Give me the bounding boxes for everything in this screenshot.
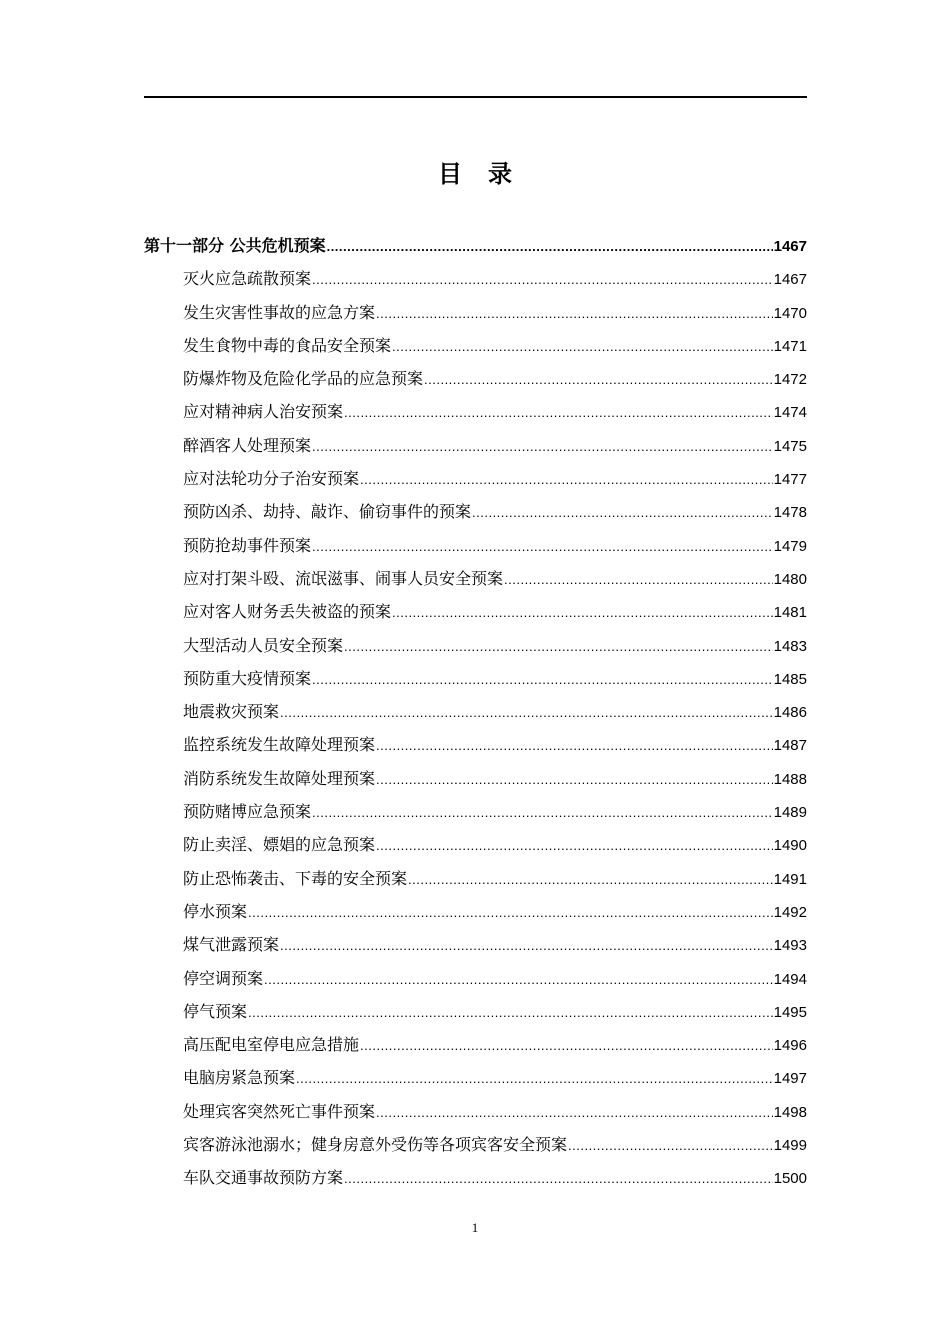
dot-leader [280, 696, 773, 728]
dot-leader [248, 896, 773, 928]
toc-entry-page: 1481 [773, 604, 807, 622]
toc-entry[interactable] [144, 562, 807, 595]
toc-entry-label: 预防赌博应急预案 [183, 802, 312, 822]
toc-entry-page: 1471 [773, 337, 807, 355]
toc-entry-label: 停空调预案 [183, 968, 264, 988]
toc-entry-page: 1478 [773, 504, 807, 522]
toc-entry[interactable] [144, 296, 807, 329]
page-number: 1 [471, 1220, 479, 1235]
toc-entry-page: 1477 [773, 471, 807, 489]
dot-leader [392, 596, 773, 628]
toc-entry[interactable] [144, 995, 807, 1028]
dot-leader [376, 763, 773, 795]
toc-entry-page: 1500 [773, 1170, 807, 1188]
toc-entry-page: 1467 [773, 271, 807, 289]
toc-entry-label: 发生灾害性事故的应急方案 [183, 302, 376, 322]
toc-entry-label: 醉酒客人处理预案 [183, 435, 312, 455]
toc-entry[interactable] [144, 595, 807, 628]
toc-entry-page: 1485 [773, 670, 807, 688]
dot-leader [376, 829, 773, 861]
toc-entry-page: 1480 [773, 570, 807, 588]
toc-entry-label: 灭火应急疏散预案 [183, 269, 312, 289]
dot-leader [312, 430, 773, 462]
toc-entry-label: 监控系统发生故障处理预案 [183, 735, 376, 755]
toc-entry[interactable] [144, 329, 807, 362]
toc-entry[interactable] [144, 462, 807, 495]
toc-entry-label: 大型活动人员安全预案 [183, 635, 344, 655]
toc-entry-label: 消防系统发生故障处理预案 [183, 768, 376, 788]
toc-entry[interactable] [144, 728, 807, 761]
dot-leader [264, 963, 773, 995]
toc-entry-page: 1489 [773, 804, 807, 822]
toc-entry-page: 1496 [773, 1037, 807, 1055]
toc-entry-label: 煤气泄露预案 [183, 935, 280, 955]
dot-leader [360, 1029, 773, 1061]
toc-entry[interactable] [144, 895, 807, 928]
toc-entry-page: 1487 [773, 737, 807, 755]
toc-entry-label: 停气预案 [183, 1001, 248, 1021]
toc-entry[interactable] [144, 1028, 807, 1061]
page-title [0, 156, 950, 192]
toc-entry-page: 1493 [773, 937, 807, 955]
toc-entry-page: 1499 [773, 1137, 807, 1155]
toc-entry[interactable] [144, 928, 807, 961]
title-char-1: 目 [438, 159, 462, 188]
toc-entry-label: 电脑房紧急预案 [183, 1068, 296, 1088]
toc-entry-label: 预防重大疫情预案 [183, 668, 312, 688]
toc-entry-page: 1488 [773, 770, 807, 788]
toc-entry[interactable] [144, 795, 807, 828]
toc-entry-label: 高压配电室停电应急措施 [183, 1035, 360, 1055]
toc-entry-page: 1494 [773, 970, 807, 988]
toc-entry-label: 防止恐怖袭击、下毒的安全预案 [183, 868, 408, 888]
toc-entry-label: 应对打架斗殴、流氓滋事、闹事人员安全预案 [183, 568, 504, 588]
toc-entry-label: 地震救灾预案 [183, 702, 280, 722]
dot-leader [424, 363, 773, 395]
toc-entry-list [144, 262, 807, 1194]
toc-entry-page: 1492 [773, 903, 807, 921]
dot-leader [248, 996, 773, 1028]
dot-leader [312, 530, 773, 562]
toc-entry[interactable] [144, 1161, 807, 1194]
toc-entry-page: 1479 [773, 537, 807, 555]
toc-entry[interactable] [144, 429, 807, 462]
toc-entry-page: 1472 [773, 371, 807, 389]
toc-entry-page: 1497 [773, 1070, 807, 1088]
toc-entry-label: 应对客人财务丢失被盗的预案 [183, 602, 392, 622]
dot-leader [392, 330, 773, 362]
dot-leader [280, 929, 773, 961]
toc-entry[interactable] [144, 862, 807, 895]
toc-entry-label: 发生食物中毒的食品安全预案 [183, 335, 392, 355]
toc-entry[interactable] [144, 1061, 807, 1094]
toc-part-label: 第十一部分 公共危机预案 [144, 236, 326, 255]
toc-entry[interactable] [144, 262, 807, 295]
toc-entry[interactable] [144, 1128, 807, 1161]
toc-entry[interactable] [144, 828, 807, 861]
toc-entry-page: 1498 [773, 1103, 807, 1121]
dot-leader [504, 563, 773, 595]
dot-leader [376, 729, 773, 761]
dot-leader [312, 263, 773, 295]
toc-entry-label: 宾客游泳池溺水；健身房意外受伤等各项宾客安全预案 [183, 1135, 568, 1155]
toc-entry[interactable] [144, 1095, 807, 1128]
dot-leader [344, 396, 773, 428]
toc-entry-page: 1475 [773, 437, 807, 455]
toc-entry[interactable] [144, 495, 807, 528]
toc-entry[interactable] [144, 629, 807, 662]
dot-leader [312, 663, 773, 695]
title-char-2: 录 [488, 159, 512, 188]
dot-leader [472, 496, 773, 528]
toc-entry-label: 应对法轮功分子治安预案 [183, 469, 360, 489]
dot-leader [376, 297, 773, 329]
toc-entry-page: 1470 [773, 304, 807, 322]
toc-entry[interactable] [144, 762, 807, 795]
toc-entry-label: 防止卖淫、嫖娼的应急预案 [183, 835, 376, 855]
dot-leader [344, 1162, 773, 1194]
dot-leader [568, 1129, 773, 1161]
table-of-contents [144, 229, 807, 1195]
dot-leader [296, 1062, 773, 1094]
toc-entry-label: 预防凶杀、劫持、敲诈、偷窃事件的预案 [183, 502, 472, 522]
toc-entry-page: 1486 [773, 704, 807, 722]
toc-entry[interactable] [144, 529, 807, 562]
toc-entry[interactable] [144, 662, 807, 695]
dot-leader [327, 230, 773, 262]
toc-entry[interactable] [144, 695, 807, 728]
toc-entry-label: 停水预案 [183, 901, 248, 921]
dot-leader [344, 630, 773, 662]
header-rule [144, 96, 807, 98]
dot-leader [376, 1096, 773, 1128]
toc-entry-label: 处理宾客突然死亡事件预案 [183, 1101, 376, 1121]
toc-part-page: 1467 [773, 238, 807, 255]
toc-entry-label: 防爆炸物及危险化学品的应急预案 [183, 369, 424, 389]
toc-entry[interactable] [144, 362, 807, 395]
toc-entry-label: 车队交通事故预防方案 [183, 1168, 344, 1188]
dot-leader [312, 796, 773, 828]
toc-entry-label: 应对精神病人治安预案 [183, 402, 344, 422]
toc-entry-label: 预防抢劫事件预案 [183, 535, 312, 555]
toc-entry-page: 1491 [773, 870, 807, 888]
toc-entry[interactable] [144, 962, 807, 995]
toc-entry-page: 1495 [773, 1003, 807, 1021]
dot-leader [408, 863, 773, 895]
toc-entry-page: 1490 [773, 837, 807, 855]
dot-leader [360, 463, 773, 495]
toc-part-entry[interactable] [144, 229, 807, 262]
toc-entry-page: 1483 [773, 637, 807, 655]
toc-entry-page: 1474 [773, 404, 807, 422]
toc-entry[interactable] [144, 395, 807, 428]
